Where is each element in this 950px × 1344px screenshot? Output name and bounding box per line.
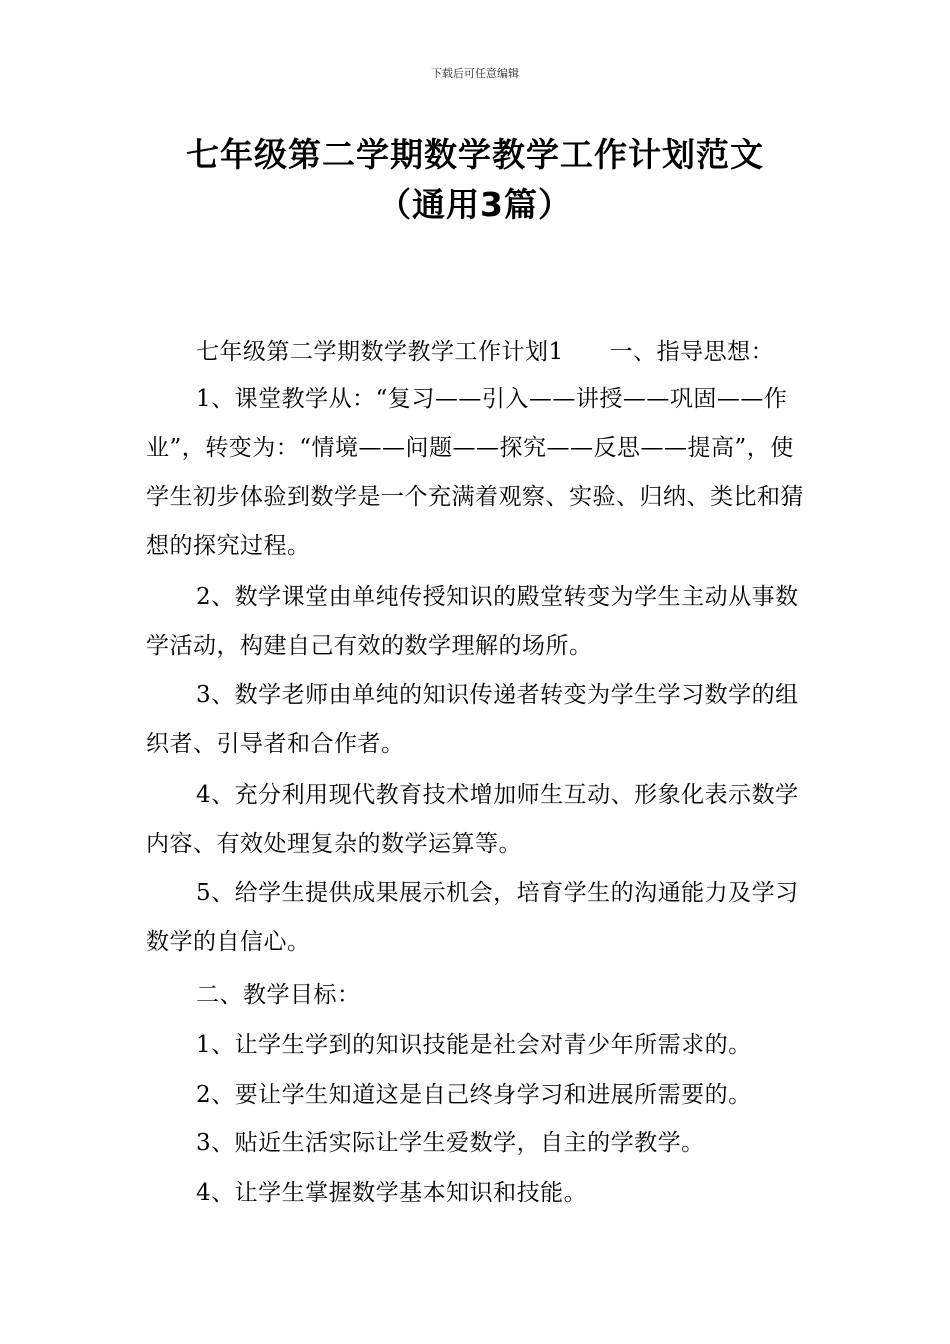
paragraph-text: 4、让学生掌握数学基本知识和技能。 (196, 1180, 588, 1206)
header-note: 下载后可任意编辑 (431, 67, 519, 80)
paragraph-text: 1、让学生学到的知识技能是社会对青少年所需求的。 (196, 1032, 752, 1058)
paragraph-text: 3、数学老师由单纯的知识传递者转变为学生学习数学的组织者、引导者和合作者。 (146, 682, 799, 757)
section2-item-3 (146, 1119, 808, 1168)
section1-item-4 (146, 771, 808, 869)
section1-item-1 (146, 375, 808, 571)
plan-name: 七年级第二学期数学教学工作计划1 (196, 339, 564, 365)
paragraph-text: 3、贴近生活实际让学生爱数学，自主的学教学。 (196, 1130, 705, 1156)
section1-item-2 (146, 573, 808, 671)
title-line-2: （通用3篇） (378, 185, 572, 224)
section2-item-2 (146, 1071, 808, 1120)
section1-item-3 (146, 671, 808, 769)
paragraph-text: 5、给学生提供成果展示机会，培育学生的沟通能力及学习数学的自信心。 (146, 880, 799, 955)
document-title (0, 130, 950, 230)
paragraph-text: 4、充分利用现代教育技术增加师生互动、形象化表示数学内容、有效处理复杂的数学运算等。 (146, 782, 799, 857)
section1-item-5 (146, 869, 808, 967)
paragraph-text: 2、数学课堂由单纯传授知识的殿堂转变为学生主动从事数学活动，构建自己有效的数学理解的场所。 (146, 584, 799, 659)
paragraph-text: 1、课堂教学从：“复习——引入——讲授——巩固——作业”，转变为：“情境——问题——探究——反思——提高”，使学生初步体验到数学是一个充满着观察、实验、归纳、类比和猜想的探究过程。 (146, 386, 804, 559)
section1-heading: 一、指导思想： (609, 339, 775, 365)
paragraph-text: 2、要让学生知道这是自己终身学习和进展所需要的。 (196, 1082, 752, 1108)
section2-item-1 (146, 1021, 808, 1070)
heading-text: 二、教学目标： (196, 982, 361, 1008)
intro-paragraph (146, 328, 808, 377)
section2-item-4 (146, 1169, 808, 1218)
title-line-1: 七年级第二学期数学教学工作计划范文 (186, 135, 764, 174)
section2-heading (146, 971, 808, 1020)
